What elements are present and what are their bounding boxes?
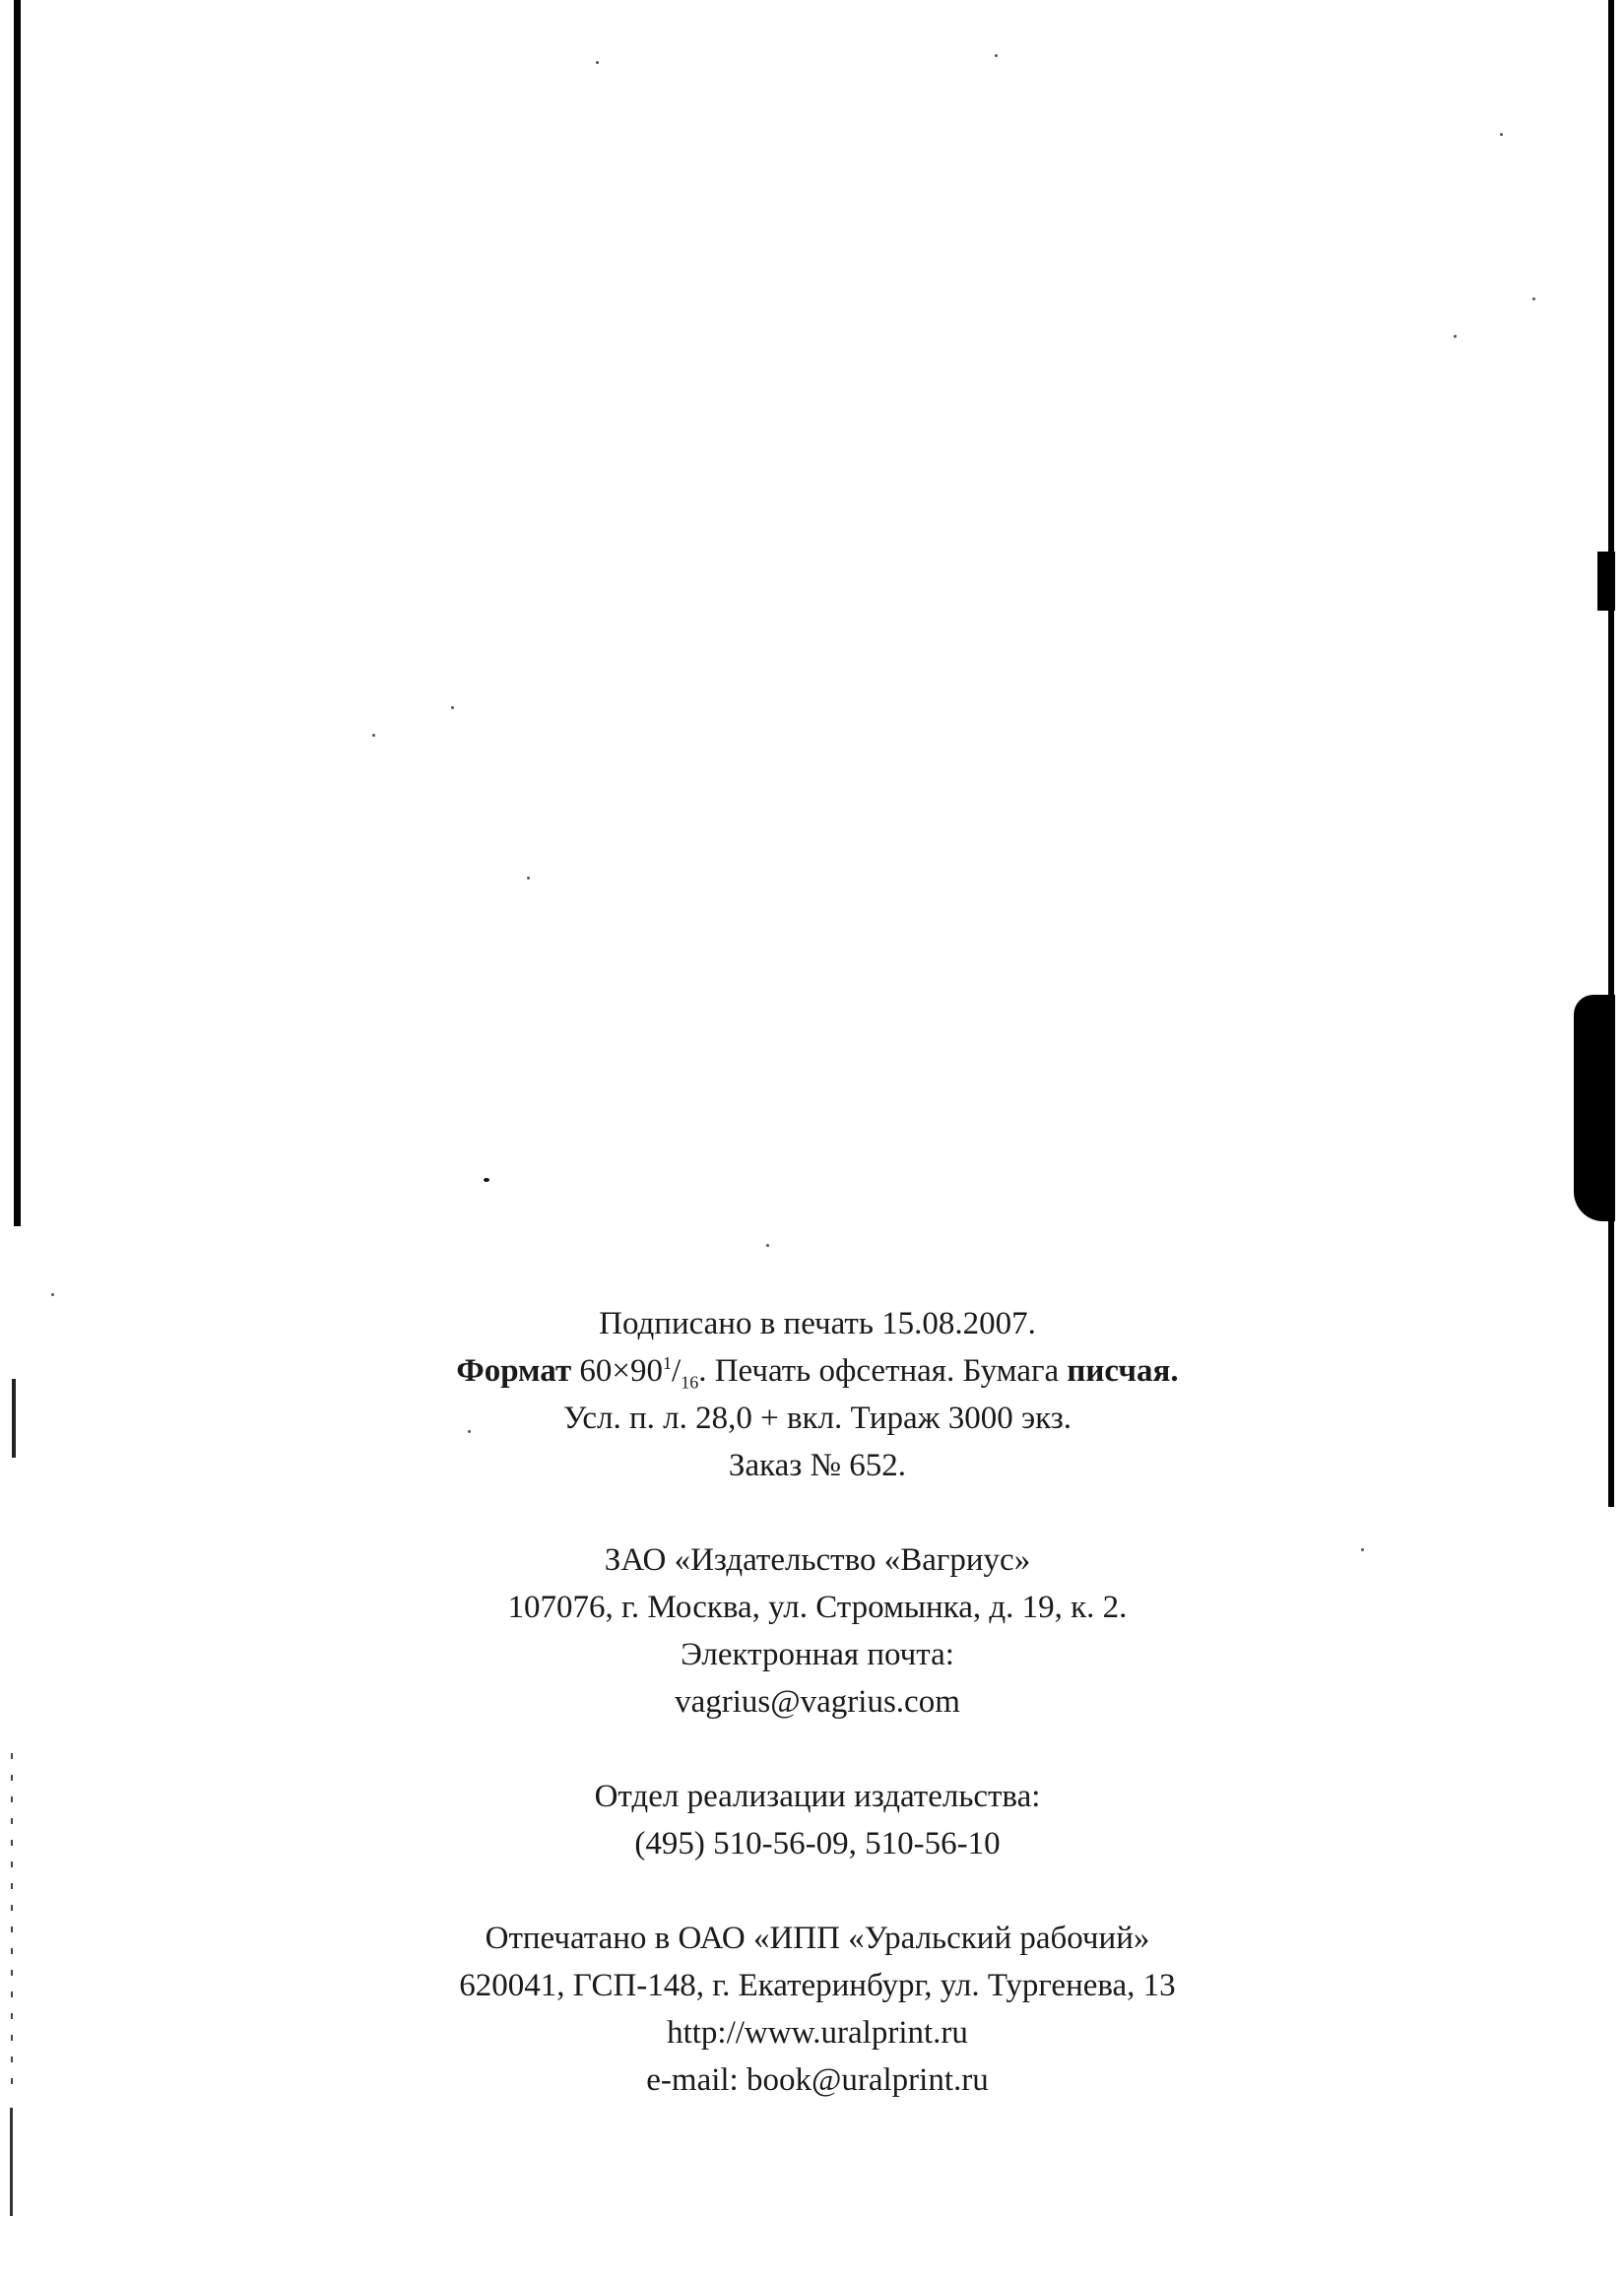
format-value: $60\times 90^1/_{16}$ <box>579 1353 699 1393</box>
scan-edge-left-mark <box>12 1379 16 1458</box>
scan-speck <box>766 1244 769 1247</box>
sheets-and-run: Усл. п. л. 28,0 + вкл. Тираж 3000 экз. <box>562 1401 1072 1436</box>
printer-url: http://www.uralprint.ru <box>667 2015 968 2051</box>
scan-speck <box>1454 335 1457 338</box>
printer-name: Отпечатано в ОАО «ИПП «Уральский рабочий» <box>485 1921 1150 1956</box>
scan-edge-left-mark <box>10 2108 13 2216</box>
printer-info <box>325 1915 1310 2104</box>
paper-type: писчая. <box>1067 1353 1179 1389</box>
scan-edge-left-dots <box>11 1753 13 2088</box>
scan-edge-left <box>14 0 21 1226</box>
scan-speck <box>51 1293 54 1296</box>
order-number: Заказ № 652. <box>728 1448 907 1483</box>
scan-speck <box>451 706 454 709</box>
publisher-email: vagrius@vagrius.com <box>675 1684 960 1720</box>
scan-speck <box>1532 297 1535 300</box>
scan-speck <box>484 1178 489 1182</box>
format-line <box>325 1347 1310 1395</box>
sales-phones: (495) 510-56-09, 510-56-10 <box>634 1826 1001 1861</box>
scan-edge-right-notch <box>1597 552 1615 611</box>
signed-to-print: Подписано в печать 15.08.2007. <box>599 1306 1036 1341</box>
sales-label: Отдел реализации издательства: <box>594 1779 1041 1814</box>
format-rest: . Печать офсетная. Бумага <box>698 1353 1060 1389</box>
scan-speck <box>527 877 530 880</box>
scan-speck <box>995 54 998 57</box>
colophon <box>325 1300 1310 2104</box>
publisher-address: 107076, г. Москва, ул. Стромынка, д. 19, к. 2. <box>507 1590 1128 1625</box>
print-info <box>325 1300 1310 1489</box>
scan-edge-right <box>1608 0 1614 1507</box>
printer-address: 620041, ГСП-148, г. Екатеринбург, ул. Тургенева, 13 <box>459 1968 1176 2003</box>
format-label: Формат <box>456 1353 572 1389</box>
publisher-email-label: Электронная почта: <box>681 1637 954 1672</box>
publisher-info <box>325 1536 1310 1726</box>
printer-email: e-mail: book@uralprint.ru <box>646 2062 989 2098</box>
publisher-name: ЗАО «Издательство «Вагриус» <box>604 1542 1031 1578</box>
scan-speck <box>596 61 599 64</box>
scan-edge-right-notch <box>1574 995 1615 1221</box>
scan-speck <box>372 734 375 737</box>
sales-info <box>325 1773 1310 1867</box>
scan-speck <box>1500 133 1503 136</box>
scan-speck <box>1361 1548 1364 1551</box>
